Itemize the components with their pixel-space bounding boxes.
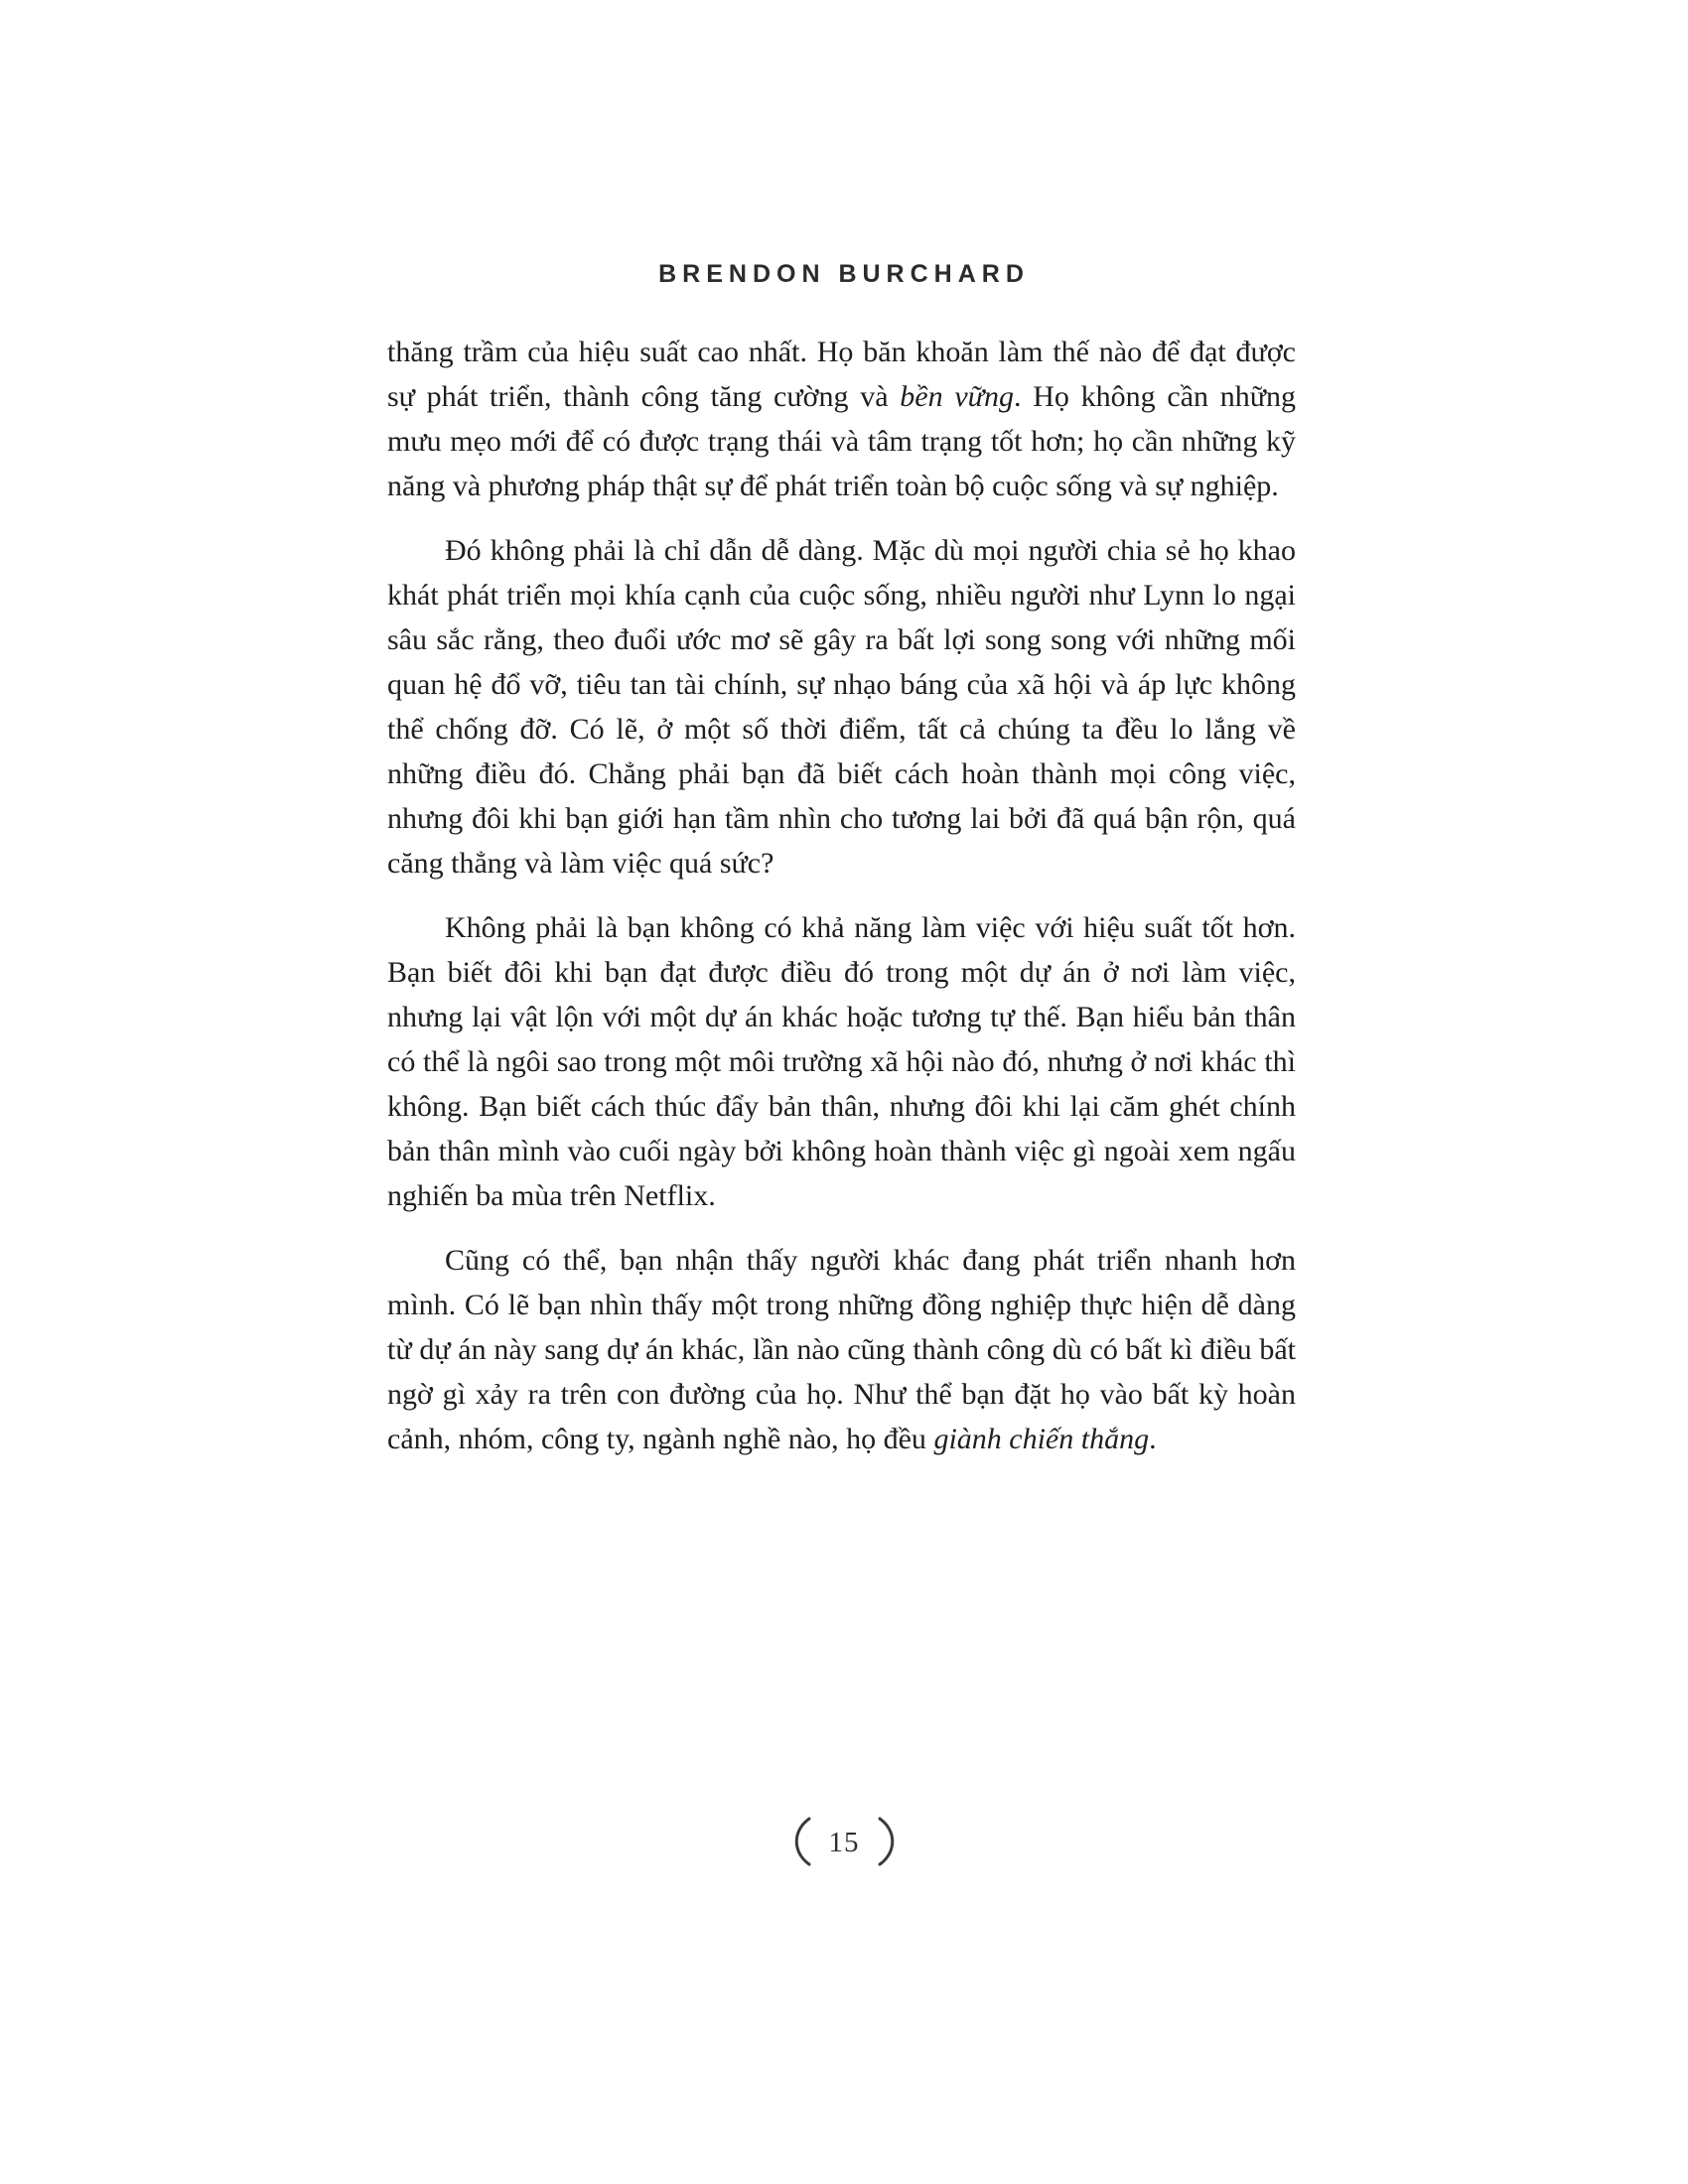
text-run: .: [1149, 1423, 1157, 1455]
paragraph: [387, 528, 1296, 886]
text-run: . Họ không cần những mưu mẹo mới để có được trạng thái và tâm trạng tốt hơn; họ cần những kỹ năng và phương pháp thật sự để phát triển toàn bộ cuộc sống và sự nghiệp.: [387, 380, 1296, 502]
italic-text-run: bền vững: [900, 380, 1015, 413]
paragraph: [387, 905, 1296, 1218]
body-text: [387, 330, 1296, 1461]
text-run: Cũng có thể, bạn nhận thấy người khác đang phát triển nhanh hơn mình. Có lẽ bạn nhìn thấy một trong những đồng nghiệp thực hiện dễ dàng từ dự án này sang dự án khác, lần nào cũng thành công dù có bất kì điều bất ngờ gì xảy ra trên con đường của họ. Như thể bạn đặt họ vào bất kỳ hoàn cảnh, nhóm, công ty, ngành nghề nào, họ đều: [387, 1244, 1296, 1455]
left-ornament-icon: [785, 1815, 815, 1868]
italic-text-run: giành chiến thắng: [933, 1423, 1150, 1455]
running-header: BRENDON BURCHARD: [658, 260, 1030, 288]
text-run: Không phải là bạn không có khả năng làm việc với hiệu suất tốt hơn. Bạn biết đôi khi bạn đạt được điều đó trong một dự án ở nơi làm việc, nhưng lại vật lộn với một dự án khác hoặc tương tự thế. Bạn hiểu bản thân có thể là ngôi sao trong một môi trường xã hội nào đó, nhưng ở nơi khác thì không. Bạn biết cách thúc đẩy bản thân, nhưng đôi khi lại căm ghét chính bản thân mình vào cuối ngày bởi không hoàn thành việc gì ngoài xem ngấu nghiến ba mùa trên Netflix.: [387, 911, 1296, 1212]
page-footer: [0, 1815, 1688, 1868]
text-run: Đó không phải là chỉ dẫn dễ dàng. Mặc dù mọi người chia sẻ họ khao khát phát triển mọi khía cạnh của cuộc sống, nhiều người như Lynn lo ngại sâu sắc rằng, theo đuổi ước mơ sẽ gây ra bất lợi song song với những mối quan hệ đổ vỡ, tiêu tan tài chính, sự nhạo báng của xã hội và áp lực không thể chống đỡ. Có lẽ, ở một số thời điểm, tất cả chúng ta đều lo lắng về những điều đó. Chẳng phải bạn đã biết cách hoàn thành mọi công việc, nhưng đôi khi bạn giới hạn tầm nhìn cho tương lai bởi đã quá bận rộn, quá căng thẳng và làm việc quá sức?: [387, 534, 1296, 880]
page-number: 15: [828, 1826, 860, 1858]
right-ornament-icon: [874, 1815, 904, 1868]
paragraph: [387, 1238, 1296, 1461]
text-run: thăng trầm của hiệu suất cao nhất. Họ băn khoăn làm thế nào để đạt được sự phát triển, thành công tăng cường và: [387, 336, 1296, 413]
paragraph: [387, 330, 1296, 508]
